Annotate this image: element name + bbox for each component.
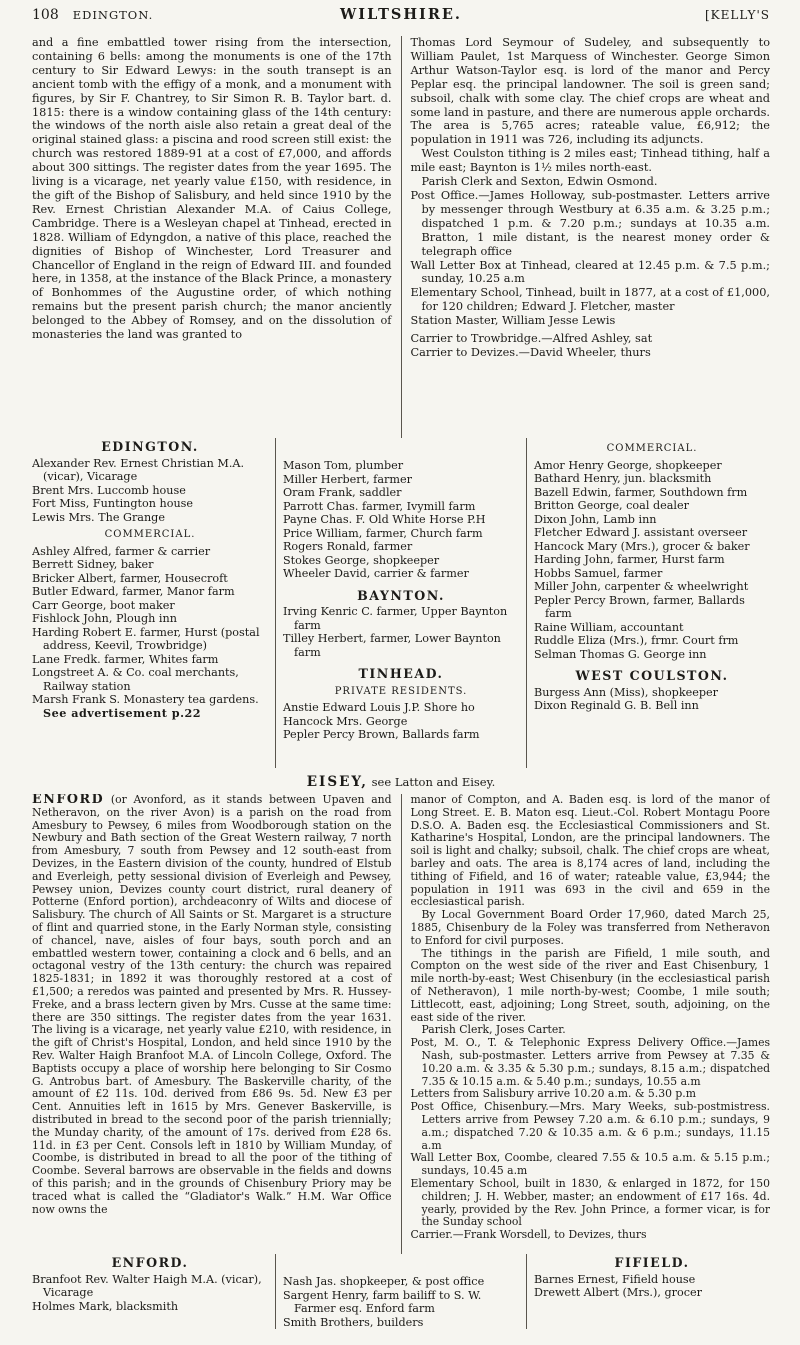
paragraph: By Local Government Board Order 17,960, dated March 25, 1885, Chisenbury de la Foley was transferred from Netheravon to Enford for civil purposes. bbox=[410, 908, 770, 947]
directory-entry: Lane Fredk. farmer, Whites farm bbox=[32, 652, 219, 666]
directory-entry: Hancock Mary (Mrs.), grocer & baker bbox=[534, 539, 750, 553]
directory-column-3 bbox=[526, 1254, 770, 1329]
directory-entry: Bricker Albert, farmer, Housecroft bbox=[32, 571, 228, 585]
enford-list-continued bbox=[283, 1275, 519, 1329]
entry-text: Marsh Frank S. Monastery tea gardens. bbox=[32, 693, 259, 706]
directory-entry: Anstie Edward Louis J.P. Shore ho bbox=[283, 701, 475, 714]
directory-entry: Smith Brothers, builders bbox=[283, 1315, 424, 1329]
baynton-list bbox=[283, 605, 519, 659]
header-edition-marker: [KELLY'S bbox=[704, 8, 770, 22]
village-heading-baynton: BAYNTON. bbox=[357, 587, 445, 603]
directory-entry: Dixon John, Lamb inn bbox=[534, 512, 657, 526]
village-heading-tinhead: TINHEAD. bbox=[358, 666, 444, 681]
header-place-title: EDINGTON. bbox=[72, 8, 154, 22]
directory-entry: Bazell Edwin, farmer, Southdown frm bbox=[534, 485, 748, 499]
paragraph: West Coulston tithing is 2 miles east; Tinhead tithing, half a mile east; Baynton is 1½ miles north-east. bbox=[410, 147, 770, 175]
enford-description-section bbox=[32, 794, 770, 1254]
paragraph: Carrier to Devizes.—David Wheeler, thurs bbox=[410, 345, 651, 359]
west-coulston-list bbox=[534, 686, 770, 713]
directory-entry: Carr George, boot maker bbox=[32, 598, 175, 612]
village-heading-enford: ENFORD. bbox=[111, 1255, 189, 1270]
paragraph: Letters from Salisbury arrive 10.20 a.m. & 5.30 p.m bbox=[410, 1087, 696, 1101]
commercial-heading: COMMERCIAL. bbox=[606, 443, 698, 454]
edington-description-section bbox=[32, 36, 770, 438]
paragraph: Elementary School, Tinhead, built in 1877, at a cost of £1,000, for 120 children; Edward J. Fletcher, master bbox=[410, 286, 770, 314]
directory-entry: Fishlock John, Plough inn bbox=[32, 612, 177, 625]
directory-entry: Barnes Ernest, Fifield house bbox=[534, 1272, 696, 1286]
directory-entry: Lewis Mrs. The Grange bbox=[32, 510, 165, 524]
directory-entry: Payne Chas. F. Old White Horse P.H bbox=[283, 513, 486, 526]
directory-entry: Ruddle Eliza (Mrs.), frmr. Court frm bbox=[534, 634, 739, 647]
directory-entry: Dixon Reginald G. B. Bell inn bbox=[534, 699, 699, 712]
directory-column-2 bbox=[275, 1254, 526, 1329]
header-left-group bbox=[32, 7, 262, 23]
paragraph: Post, M. O., T. & Telephonic Express Delivery Office.—James Nash, sub-postmaster. Letters arrive from Pewsey at 7.35 & 10.20 a.m. & 3.35 & 5.30 p.m.; sundays, 8.15 a.m.; dispatched 7.35 & 10.15 a.m. & 5.40 p.m.; sundays, 10.55 a.m bbox=[410, 1036, 770, 1088]
directory-entry: Harding Robert E. farmer, Hurst (postal address, Keevil, Trowbridge) bbox=[32, 625, 260, 652]
paragraph: Station Master, William Jesse Lewis bbox=[410, 314, 616, 328]
directory-entry: Alexander Rev. Ernest Christian M.A. (vicar), Vicarage bbox=[32, 456, 245, 483]
directory-entry: Hobbs Samuel, farmer bbox=[534, 566, 663, 580]
header-county-title: WILTSHIRE. bbox=[340, 6, 462, 23]
directory-entry: Parrott Chas. farmer, Ivymill farm bbox=[283, 499, 476, 513]
paragraph bbox=[32, 794, 392, 1216]
directory-entry-with-advert bbox=[32, 693, 268, 720]
advert-reference: See advertisement p.22 bbox=[43, 705, 202, 720]
directory-entry: Stokes George, shopkeeper bbox=[283, 553, 440, 567]
commercial-heading: COMMERCIAL. bbox=[104, 529, 196, 540]
enford-right-column bbox=[401, 794, 771, 1254]
directory-entry: Branfoot Rev. Walter Haigh M.A. (vicar), Vicarage bbox=[32, 1272, 262, 1299]
page-header bbox=[32, 6, 770, 36]
commercial-list-continued bbox=[283, 459, 519, 581]
directory-entry: Nash Jas. shopkeeper, & post office bbox=[283, 1275, 485, 1288]
village-heading-west-coulston: WEST COULSTON. bbox=[575, 668, 729, 683]
directory-entry: Fort Miss, Funtington house bbox=[32, 497, 194, 510]
directory-entry: Harding John, farmer, Hurst farm bbox=[534, 553, 725, 566]
directory-entry: Price William, farmer, Church farm bbox=[283, 526, 483, 540]
directory-entry: Burgess Ann (Miss), shopkeeper bbox=[534, 685, 718, 699]
village-heading-fifield: FIFIELD. bbox=[614, 1255, 690, 1270]
paragraph: Wall Letter Box at Tinhead, cleared at 12.45 p.m. & 7.5 p.m.; sunday, 10.25 a.m bbox=[410, 258, 770, 286]
tinhead-private-list bbox=[283, 701, 519, 742]
directory-entry: Berrett Sidney, baker bbox=[32, 558, 154, 571]
edington-directory-section bbox=[32, 438, 770, 768]
column-spacer bbox=[283, 438, 519, 459]
directory-entry: Pepler Percy Brown, Ballards farm bbox=[283, 728, 480, 741]
paragraph: The tithings in the parish are Fifield, 1 mile south, and Compton on the west side of the river and East Chisenbury, 1 mile north-by-east; West Chisenbury (in the ecclesiastical parish of Netheravon), 1 mile north-by-west; Coombe, 1 mile south; Littlecott, east, adjoining; Long Street, south, adjoining, on the east side of the river. bbox=[410, 946, 770, 1024]
directory-entry: Amor Henry George, shopkeeper bbox=[534, 458, 722, 472]
enford-directory-section bbox=[32, 1254, 770, 1329]
directory-entry: Fletcher Edward J. assistant overseer bbox=[534, 526, 748, 539]
directory-column-2 bbox=[275, 438, 526, 768]
directory-entry: Mason Tom, plumber bbox=[283, 459, 404, 472]
tinhead-commercial-list bbox=[534, 459, 770, 662]
directory-entry: Butler Edward, farmer, Manor farm bbox=[32, 585, 235, 598]
directory-column-1 bbox=[32, 438, 275, 768]
directory-entry: Selman Thomas G. George inn bbox=[534, 647, 707, 661]
directory-entry: Hancock Mrs. George bbox=[283, 714, 408, 728]
directory-entry: Bathard Henry, jun. blacksmith bbox=[534, 472, 712, 485]
paragraph: Parish Clerk and Sexton, Edwin Osmond. bbox=[421, 175, 658, 189]
private-residents-list bbox=[32, 457, 268, 525]
enford-left-column bbox=[32, 794, 401, 1254]
directory-entry: Oram Frank, saddler bbox=[283, 486, 402, 499]
enford-intro-text: (or Avonford, as it stands between Upaven and Netheravon, on the river Avon) is a parish on the road from Amesbury to Pewsey, 6 miles from Woodborough station on the Newbury and Bath section of the Great Western railway, 7 north from Amesbury, 7 south from Pewsey and 12 south-east from Devizes, in the Eastern division of the county, hundred of Elstub and Everleigh, petty sessional division of Everleigh and Pewsey, Pewsey union, Devizes county court district, rural deanery of Potterne (Enford portion), archdeaconry of Wilts and diocese of Salisbury. The church of All Saints or St. Margaret is a structure of flint and quarried stone, in the Early Norman style, consisting of chancel, nave, aisles of four bays, south porch and an embattled western tower, containing a clock and 6 bells, and an octagonal vestry of the 13th century: the church was repaired 1825-1831; in 1892 it was thoroughly restored at a cost of £1,500; a reredos was painted and presented by Mrs. R. Hussey-Freke, and a brass lectern given by Mrs. Cusse at the same time: there are 350 sittings. The register dates from the year 1631. The living is a vicarage, net yearly value £210, with residence, in the gift of Christ's Hospital, London, and held since 1910 by the Rev. Walter Haigh Branfoot M.A. of Lincoln College, Oxford. The Baptists occupy a place of worship here belonging to Sir Cosmo G. Antrobus bart. of Amesbury. The Baskerville charity, of the amount of £2 11s. 10d. derived from £86 9s. 5d. New £3 per Cent. Annuities left in 1615 by Mrs. Genever Baskerville, is distributed in bread to the second poor of the parish triennially; the Munday charity, of the amount of 17s. derived from £28 6s. 11d. in £3 per Cent. Consols left in 1810 by William Munday, of Coombe, is distributed in bread to all the poor of the tithing of Coombe. Several barrows are observable in the fields and downs of this parish; and in the grounds of Chisenbury Priory may be traced what is called the “Gladiator's Walk.” H.M. War Office now owns the bbox=[32, 794, 392, 1216]
fifield-list bbox=[534, 1273, 770, 1300]
directory-column-3 bbox=[526, 438, 770, 768]
directory-entry: Sargent Henry, farm bailiff to S. W. Farmer esq. Enford farm bbox=[283, 1288, 482, 1315]
directory-entry: Wheeler David, carrier & farmer bbox=[283, 567, 469, 580]
paragraph: and a fine embattled tower rising from the intersection, containing 6 bells: among the monuments is one of the 17th century to Sir Edward Lewys: in the south transept is an ancient tomb with the effigy of a monk, and a monument with figures, by Sir F. Chantrey, to Sir Simon R. B. Taylor bart. d. 1815: there is a window containing glass of the 14th century: the windows of the north aisle also retain a great deal of the original stained glass: a piscina and rood screen still exist: the church was restored 1889-91 at a cost of £7,000, and affords about 300 sittings. The register dates from the year 1695. The living is a vicarage, net yearly value £150, with residence, in the gift of the Bishop of Salisbury, and held since 1910 by the Rev. Ernest Christian Alexander M.A. of Caius College, Cambridge. There is a Wesleyan chapel at Tinhead, erected in 1828. William of Edyngdon, a native of this place, reached the dignities of Bishop of Winchester, Lord Treasurer and Chancellor of England in the reign of Edward III. and founded here, in 1358, at the instance of the Black Prince, a monastery of Bonhommes of the Augustine order, of which nothing remains but the present parish church; the manor anciently belonged to the Abbey of Romsey, and on the dissolution of monasteries the land was granted to bbox=[32, 36, 392, 342]
paragraph: Thomas Lord Seymour of Sudeley, and subsequently to William Paulet, 1st Marquess of Winchester. George Simon Arthur Watson-Taylor esq. is lord of the manor and Percy Peplar esq. the principal landowner. The soil is green sand; subsoil, chalk with some clay. The chief crops are wheat and some land in pasture, and there are numerous apple orchards. The area is 5,765 acres; rateable value, £6,912; the population in 1911 was 726, including its adjuncts. bbox=[410, 36, 770, 147]
directory-entry: Tilley Herbert, farmer, Lower Baynton farm bbox=[283, 632, 501, 659]
eisey-title: EISEY, bbox=[306, 774, 368, 790]
private-residents-heading: PRIVATE RESIDENTS. bbox=[334, 685, 468, 697]
directory-entry: Irving Kenric C. farmer, Upper Baynton farm bbox=[283, 605, 508, 632]
directory-entry: Raine William, accountant bbox=[534, 620, 684, 634]
edington-left-column bbox=[32, 36, 401, 438]
directory-entry: Miller Herbert, farmer bbox=[283, 472, 412, 486]
paragraph: manor of Compton, and A. Baden esq. is lord of the manor of Long Street. E. B. Maton esq. Lieut.-Col. Robert Montagu Poore D.S.O. A. Baden esq. the Ecclesiastical Commissioners and St. Katharine's Hospital, London, are the principal landowners. The soil is light and chalky; subsoil, chalk. The chief crops are wheat, barley and oats. The area is 8,174 acres of land, including the tithing of Fifield, and 16 of water; rateable value, £3,944; the population in 1911 was 693 in the civil and 659 in the ecclesiastical parish. bbox=[410, 794, 770, 909]
eisey-cross-reference bbox=[32, 768, 770, 794]
page-number: 108 bbox=[32, 7, 59, 23]
directory-entry: Rogers Ronald, farmer bbox=[283, 540, 413, 553]
directory-entry: Ashley Alfred, farmer & carrier bbox=[32, 544, 211, 558]
eisey-text: see Latton and Eisey. bbox=[371, 775, 496, 789]
directory-entry: Pepler Percy Brown, farmer, Ballards farm bbox=[534, 593, 745, 620]
paragraph: Carrier.—Frank Worsdell, to Devizes, thurs bbox=[410, 1228, 647, 1242]
directory-entry: Holmes Mark, blacksmith bbox=[32, 1299, 179, 1313]
edington-right-column bbox=[401, 36, 771, 438]
directory-entry: Brent Mrs. Luccomb house bbox=[32, 483, 186, 497]
directory-entry: Drewett Albert (Mrs.), grocer bbox=[534, 1286, 702, 1299]
village-heading-edington: EDINGTON. bbox=[101, 439, 199, 454]
paragraph: Post Office.—James Holloway, sub-postmaster. Letters arrive by messenger through Westbury at 6.35 a.m. & 3.25 p.m.; dispatched 1 p.m. & 7.20 p.m.; sundays at 10.35 a.m. Bratton, 1 mile distant, is the nearest money order & telegraph office bbox=[410, 188, 770, 258]
directory-entry: Miller John, carpenter & wheelwright bbox=[534, 580, 749, 593]
directory-entry: Britton George, coal dealer bbox=[534, 499, 689, 512]
paragraph: Elementary School, built in 1830, & enlarged in 1872, for 150 children; J. H. Webber, master; an endowment of £17 16s. 4d. yearly, provided by the Rev. John Prince, a former vicar, is for the Sunday school bbox=[410, 1176, 770, 1229]
enford-list bbox=[32, 1273, 268, 1314]
directory-column-1 bbox=[32, 1254, 275, 1329]
commercial-list bbox=[32, 545, 268, 694]
paragraph: Parish Clerk, Joses Carter. bbox=[421, 1023, 566, 1037]
paragraph: Post Office, Chisenbury.—Mrs. Mary Weeks, sub-postmistress. Letters arrive from Pewsey 7.20 a.m. & 6.10 p.m.; sundays, 9 a.m.; dispatched 7.20 & 10.35 a.m. & 6 p.m.; sundays, 11.15 a.m bbox=[410, 1100, 770, 1152]
enford-lead-word: ENFORD bbox=[32, 794, 105, 807]
paragraph: Carrier to Trowbridge.—Alfred Ashley, sat bbox=[410, 332, 653, 346]
directory-entry: Longstreet A. & Co. coal merchants, Railway station bbox=[32, 666, 239, 693]
paragraph: Wall Letter Box, Coombe, cleared 7.55 & 10.5 a.m. & 5.15 p.m.; sundays, 10.45 a.m bbox=[410, 1151, 770, 1178]
column-spacer bbox=[283, 1254, 519, 1275]
